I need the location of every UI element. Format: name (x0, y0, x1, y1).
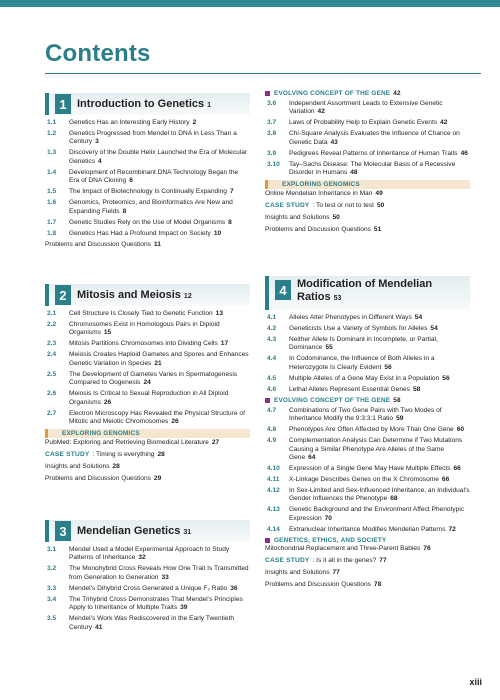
chapter-number: 4 (275, 280, 291, 300)
toc-entry[interactable]: 1.6 Genomics, Proteomics, and Bioinformatics Are New and Expanding Fields 8 (47, 199, 233, 215)
problems-line[interactable]: Problems and Discussion Questions 11 (45, 240, 161, 248)
toc-entry[interactable]: 3.1 Mendel Used a Model Experimental Approach to Study Patterns of Inheritance 32 (47, 546, 230, 562)
toc-entry[interactable]: 4.7 Combinations of Two Gene Pairs with Two Modes of Inheritance Modify the 9:3:3:1 Ratio 59 (267, 406, 442, 423)
toc-entry[interactable]: 4.8 Phenotypes Are Often Affected by More Than One Gene 60 (267, 426, 465, 434)
toc-entry[interactable]: 4.4 In Codominance, the Influence of Both Alleles in a Heterozygote Is Clearly Evident 56 (267, 355, 435, 371)
chapter-title: Introduction to Genetics 1 (77, 98, 212, 110)
genomics-line[interactable]: Online Mendelian Inheritance in Man 49 (265, 190, 383, 198)
toc-entry[interactable]: 1.4 Development of Recombinant DNA Technology Began the Era of DNA Cloning 6 (47, 168, 239, 185)
problems-line[interactable]: Problems and Discussion Questions 29 (45, 475, 162, 483)
toc-entry[interactable]: 2.1 Cell Structure Is Closely Tied to Genetic Function 13 (47, 310, 224, 317)
toc-entry[interactable]: 4.13 Genetic Background and the Environment Affect Phenotypic Expression 70 (267, 506, 465, 522)
toc-entry[interactable]: 1.7 Genetic Studies Rely on the Use of Model Organisms 8 (47, 218, 232, 226)
insights-line[interactable]: Insights and Solutions 50 (265, 214, 340, 222)
toc-entry[interactable]: 2.7 Electron Microscopy Has Revealed the Physical Structure of Mitotic and Meiotic Chromosomes 26 (47, 409, 245, 426)
chapter-header[interactable] (45, 284, 250, 306)
toc-entry[interactable]: 3.10 Tay–Sachs Disease: The Molecular Basis of a Recessive Disorder in Humans 48 (267, 160, 456, 177)
toc-entry[interactable]: 1.5 The Impact of Biotechnology Is Continually Expanding 7 (47, 188, 234, 196)
toc-entry[interactable]: 3.2 The Monohybrid Cross Reveals How One Trait Is Transmitted from Generation to Generation 33 (47, 565, 249, 581)
toc-entry[interactable]: 4.2 Geneticists Use a Variety of Symbols for Alleles 54 (267, 325, 438, 332)
purple-square-icon (265, 398, 270, 403)
toc-entry[interactable]: 1.2 Genetics Progressed from Mendel to DNA in Less Than a Century 3 (47, 130, 237, 146)
toc-entry[interactable]: 3.7 Laws of Probability Help to Explain Genetic Events 42 (267, 119, 448, 127)
chapter-header[interactable] (45, 520, 250, 542)
toc-entry[interactable]: 3.9 Pedigrees Reveal Patterns of Inheritance of Human Traits 46 (267, 149, 468, 157)
genomics-line[interactable]: PubMed: Exploring and Retrieving Biomedical Literature 27 (45, 439, 220, 447)
toc-entry[interactable]: 4.5 Multiple Alleles of a Gene May Exist in a Population 56 (267, 374, 450, 382)
toc-entry[interactable]: 3.3 Mendel’s Dihybrid Cross Generated a Unique F₂ Ratio 36 (47, 584, 238, 592)
toc-entry[interactable]: 3.5 Mendel’s Work Was Rediscovered in the Early Twentieth Century 41 (47, 615, 235, 631)
evolving-concept-label[interactable]: EVOLVING CONCEPT OF THE GENE 42 (265, 90, 470, 97)
chapter-title: Mitosis and Meiosis 12 (77, 289, 192, 301)
toc-entry[interactable]: 4.14 Extranuclear Inheritance Modifies Mendelian Patterns 72 (267, 525, 456, 533)
insights-line[interactable]: Insights and Solutions 28 (45, 463, 120, 471)
chapter-title: Modification of Mendelian Ratios 53 (297, 278, 433, 303)
toc-entry[interactable]: 3.6 Independent Assortment Leads to Extensive Genetic Variation 42 (267, 100, 443, 116)
ethics-label: GENETICS, ETHICS, AND SOCIETY (265, 537, 470, 544)
insights-line[interactable]: Insights and Solutions 77 (265, 568, 340, 576)
exploring-genomics-banner: EXPLORING GENOMICS (265, 180, 470, 189)
toc-entry[interactable]: 2.6 Meiosis Is Critical to Sexual Reproduction in All Diploid Organisms 26 (47, 390, 229, 406)
chapter-3 (45, 520, 250, 635)
title-rule (45, 73, 481, 74)
toc-entry[interactable]: 2.5 The Development of Gametes Varies in Spermatogenesis Compared to Oogenesis 24 (47, 370, 238, 387)
case-study-line[interactable]: CASE STUDY : Is it all in the genes? 77 (265, 556, 387, 564)
chapter-2 (45, 284, 250, 487)
purple-square-icon (265, 91, 270, 96)
page-title: Contents (45, 40, 151, 67)
case-study-line[interactable]: CASE STUDY : To test or not to test 50 (265, 202, 385, 210)
top-color-bar (0, 0, 500, 7)
toc-entry[interactable]: 3.4 The Trihybrid Cross Demonstrates That Mendel’s Principles Apply to Inheritance of Multiple Traits 39 (47, 595, 243, 612)
chapter-number: 2 (55, 285, 71, 305)
toc-entry[interactable]: 1.8 Genetics Has Had a Profound Impact on Society 10 (47, 229, 222, 237)
evolving-concept-label[interactable]: EVOLVING CONCEPT OF THE GENE 58 (265, 397, 470, 404)
problems-line[interactable]: Problems and Discussion Questions 78 (265, 580, 382, 588)
toc-entry[interactable]: 4.9 Complementation Analysis Can Determine if Two Mutations Causing a Similar Phenotype Are Alleles of the Same Gene 64 (267, 437, 463, 462)
chapter-header[interactable] (45, 93, 250, 115)
toc-entry[interactable]: 4.1 Alleles Alter Phenotypes in Different Ways 54 (267, 314, 423, 321)
toc-entry[interactable]: 2.4 Meiosis Creates Haploid Gametes and Spores and Enhances Genetic Variation in Species 21 (47, 351, 249, 367)
ethics-line[interactable]: Mitochondrial Replacement and Three-Parent Babies 76 (265, 544, 431, 552)
toc-entry[interactable]: 4.10 Expression of a Single Gene May Have Multiple Effects 66 (267, 465, 461, 473)
chapter-title: Mendelian Genetics 31 (77, 525, 192, 537)
exploring-genomics-banner: EXPLORING GENOMICS (45, 429, 250, 438)
toc-entry[interactable]: 1.3 Discovery of the Double Helix Launched the Era of Molecular Genetics 4 (47, 149, 248, 165)
chapter-number: 1 (55, 94, 71, 114)
chapter-4 (265, 276, 470, 593)
toc-entry[interactable]: 4.12 In Sex-Limited and Sex-Influenced Inheritance, an Individual’s Gender Influences the Phenotype 68 (267, 487, 470, 503)
toc-entry[interactable]: 1.1 Genetics Has an Interesting Early History 2 (47, 119, 197, 126)
chapter-header[interactable] (265, 276, 470, 310)
toc-entry[interactable]: 2.3 Mitosis Partitions Chromosomes into Dividing Cells 17 (47, 340, 229, 348)
toc-entry[interactable]: 3.8 Chi-Square Analysis Evaluates the Influence of Chance on Genetic Data 43 (267, 130, 460, 146)
toc-entry[interactable]: 4.3 Neither Allele Is Dominant in Incomplete, or Partial, Dominance 55 (267, 336, 438, 352)
toc-entry[interactable]: 4.11 X-Linkage Describes Genes on the X Chromosome 66 (267, 476, 450, 484)
toc-entry[interactable]: 4.6 Lethal Alleles Represent Essential Genes 58 (267, 385, 421, 393)
toc-entry[interactable]: 2.2 Chromosomes Exist in Homologous Pairs in Diploid Organisms 15 (47, 321, 220, 337)
purple-square-icon (265, 538, 270, 543)
chapter-number: 3 (55, 521, 71, 541)
problems-line[interactable]: Problems and Discussion Questions 51 (265, 226, 382, 234)
chapter-1 (45, 93, 250, 253)
case-study-line[interactable]: CASE STUDY : Timing is everything 28 (45, 451, 165, 459)
page-number: xiii (469, 677, 482, 687)
chapter-3-continued (265, 88, 470, 238)
